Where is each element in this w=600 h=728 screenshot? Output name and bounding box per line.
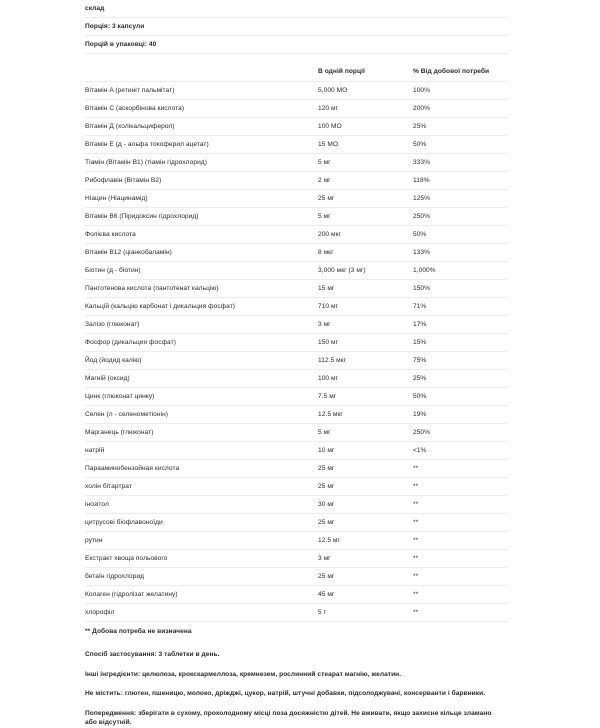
nutrient-name: Вітамін Д (холікальциферол) <box>85 123 175 130</box>
servings-spacer-dv <box>413 36 508 54</box>
nutrient-amount: 100 мг <box>318 375 339 382</box>
nutrient-daily-value: 75% <box>413 357 427 364</box>
nutrient-name: Рибофлавін (Вітамін B2) <box>85 177 162 184</box>
nutrient-name: натрій <box>85 447 105 454</box>
table-row <box>85 388 508 406</box>
nutrient-name: Йод (йодид калію) <box>85 357 142 364</box>
serving-size-spacer-dv <box>413 18 508 36</box>
free-from-text: Не містить: глютен, пшеницю, молоко, дріжджі, цукор, натрій, штучні добавки, підсолоджувачі, консерванти і барвники. <box>85 690 486 697</box>
nutrient-amount: 3,000 мкг (3 мг) <box>318 267 366 274</box>
notes-section <box>85 650 505 728</box>
table-row <box>85 118 508 136</box>
other-ingredients-text: Інші інгредієнти: целюлоза, крокскармеллоза, кремнезем, рослинний стеарат магнію, желатин. <box>85 670 402 678</box>
nutrient-name: Пантотенова кислота (пантотенат кальцію) <box>85 285 219 292</box>
nutrient-amount: 100 МО <box>318 123 342 130</box>
nutrient-name: Марганець (глюконат) <box>85 429 154 436</box>
column-header-name <box>85 58 318 82</box>
nutrient-amount: 710 мг <box>318 303 339 310</box>
nutrient-name: Ніацин (Ніацинамід) <box>85 195 148 202</box>
nutrient-name: Фосфор (дикальция фосфат) <box>85 339 176 346</box>
column-header-amount: В одній порції <box>318 68 365 75</box>
table-row <box>85 100 508 118</box>
table-row-footnote <box>85 622 508 642</box>
table-row <box>85 244 508 262</box>
nutrient-daily-value: 133% <box>413 249 431 256</box>
nutrient-amount: 150 мг <box>318 339 339 346</box>
nutrient-amount: 3 мг <box>318 321 331 328</box>
serving-size-label: Порція: 3 капсули <box>85 23 145 30</box>
table-row <box>85 334 508 352</box>
table-row-serving-size <box>85 18 508 36</box>
table-row <box>85 604 508 622</box>
nutrient-name: Вітамін Е (д - альфа токоферил ацетат) <box>85 141 209 148</box>
table-row-servings-per-container <box>85 36 508 54</box>
nutrient-amount: 120 мг <box>318 105 339 112</box>
table-row <box>85 424 508 442</box>
nutrient-daily-value: ** <box>413 537 419 544</box>
table-row <box>85 586 508 604</box>
nutrient-amount: 30 мг <box>318 501 335 508</box>
nutrient-amount: 25 мг <box>318 573 335 580</box>
table-row <box>85 442 508 460</box>
nutrient-name: цитрусові біофлавоноїди <box>85 519 163 526</box>
nutrient-rows-body <box>85 82 508 622</box>
nutrient-amount: 3 мг <box>318 555 331 562</box>
nutrient-daily-value: 50% <box>413 231 427 238</box>
table-row <box>85 226 508 244</box>
supplement-facts-table <box>85 0 508 641</box>
table-row <box>85 478 508 496</box>
nutrient-name: Біотин (д - біотин) <box>85 267 141 274</box>
table-row <box>85 172 508 190</box>
nutrient-daily-value: 25% <box>413 123 427 130</box>
table-row <box>85 514 508 532</box>
nutrient-amount: 2 мг <box>318 177 331 184</box>
nutrient-daily-value: 125% <box>413 195 431 202</box>
nutrient-amount: 15 МО <box>318 141 339 148</box>
nutrient-amount: 112.5 мкг <box>318 357 347 364</box>
table-row <box>85 460 508 478</box>
nutrient-amount: 25 мг <box>318 465 335 472</box>
table-header-row <box>85 58 508 82</box>
nutrient-amount: 10 мг <box>318 447 335 454</box>
column-header-daily-value: % Від добової потреби <box>413 68 490 75</box>
nutrient-daily-value: ** <box>413 519 419 526</box>
table-row <box>85 262 508 280</box>
nutrient-daily-value: ** <box>413 483 419 490</box>
nutrient-name: Парааминобензойная кислота <box>85 465 180 472</box>
table-row <box>85 280 508 298</box>
nutrient-amount: 15 мг <box>318 285 335 292</box>
nutrient-name: Цинк (глюконат цинку) <box>85 393 155 400</box>
nutrient-name: хлорофіл <box>85 609 115 616</box>
nutrient-name: Вітамін A (ретиніт пальмітат) <box>85 87 175 94</box>
nutrient-amount: 5,000 МО <box>318 87 348 94</box>
nutrient-daily-value: 200% <box>413 105 431 112</box>
nutrient-amount: 25 мг <box>318 483 335 490</box>
nutrient-name: Вітамін C (аскорбінова кислота) <box>85 105 185 112</box>
nutrient-daily-value: 25% <box>413 375 427 382</box>
nutrient-name: Колаген (гідролізат желатину) <box>85 591 178 598</box>
nutrient-amount: 5 г <box>318 609 327 616</box>
table-row <box>85 190 508 208</box>
table-body <box>85 0 508 82</box>
nutrient-daily-value: 19% <box>413 411 427 418</box>
table-row <box>85 136 508 154</box>
nutrient-daily-value: 71% <box>413 303 427 310</box>
nutrient-name: бетаїн гідрохлорид <box>85 573 145 580</box>
nutrient-amount: 8 мкг <box>318 249 334 256</box>
nutrient-amount: 25 мг <box>318 519 335 526</box>
nutrient-name: рутин <box>85 537 103 544</box>
nutrient-name: Вітамін B12 (ціанкобаламін) <box>85 249 172 256</box>
nutrient-daily-value: 250% <box>413 429 431 436</box>
table-row <box>85 352 508 370</box>
table-row <box>85 406 508 424</box>
nutrient-daily-value: ** <box>413 573 419 580</box>
footnote-spacer-dv <box>413 622 508 642</box>
table-row <box>85 82 508 100</box>
nutrient-daily-value: 50% <box>413 393 427 400</box>
table-row <box>85 550 508 568</box>
warning-text: Попередження: зберігати в сухому, прохолодному місці поза досяжністю дітей. Не вживати, якщо захисне кільце зламано або відсутній. <box>85 709 492 726</box>
footnote-text: ** Добова потреба не визначена <box>85 628 192 635</box>
nutrient-daily-value: ** <box>413 591 419 598</box>
nutrient-amount: 25 мг <box>318 195 335 202</box>
table-row <box>85 496 508 514</box>
page-title: склад <box>85 5 105 12</box>
nutrient-daily-value: ** <box>413 555 419 562</box>
nutrient-name: Магній (оксид) <box>85 375 130 382</box>
nutrient-daily-value: ** <box>413 501 419 508</box>
nutrient-daily-value: ** <box>413 609 419 616</box>
nutrient-name: Кальцій (кальцію карбонат і дикальция фосфат) <box>85 303 236 310</box>
nutrient-daily-value: 15% <box>413 339 427 346</box>
table-row <box>85 532 508 550</box>
nutrient-name: Вітамін B6 (Піридоксин гідрохлорид) <box>85 213 199 220</box>
title-spacer-dv <box>413 0 508 18</box>
table-row <box>85 298 508 316</box>
nutrient-name: Залізо (глюконат) <box>85 321 140 328</box>
nutrient-daily-value: 150% <box>413 285 431 292</box>
nutrient-daily-value: 50% <box>413 141 427 148</box>
servings-per-container-label: Порцій в упаковці: 40 <box>85 41 157 48</box>
nutrient-amount: 5 мг <box>318 159 331 166</box>
nutrient-name: Селен (л - селенометіонін) <box>85 411 169 418</box>
nutrient-amount: 7.5 мг <box>318 393 337 400</box>
table-row <box>85 154 508 172</box>
nutrient-daily-value: ** <box>413 465 419 472</box>
nutrient-name: холін бітартрат <box>85 483 132 490</box>
title-spacer-amount <box>318 0 413 18</box>
nutrient-daily-value: 100% <box>413 87 431 94</box>
nutrient-name: Екстракт хвоща польового <box>85 555 168 562</box>
footnote-spacer-amount <box>318 622 413 642</box>
servings-spacer-amount <box>318 36 413 54</box>
nutrient-daily-value: 17% <box>413 321 427 328</box>
nutrient-name: Тіамін (Вітамін B1) (тіамін гідрохлорид) <box>85 159 207 166</box>
table-row <box>85 316 508 334</box>
nutrient-daily-value: 1,000% <box>413 267 436 274</box>
nutrient-amount: 12.5 мг <box>318 537 340 544</box>
nutrient-daily-value: <1% <box>413 447 427 454</box>
nutrient-amount: 45 мг <box>318 591 335 598</box>
directions-text: Спосіб застосування: 3 таблетки в день. <box>85 651 220 658</box>
table-row <box>85 370 508 388</box>
nutrient-name: інозітол <box>85 501 109 508</box>
nutrient-daily-value: 333% <box>413 159 431 166</box>
serving-size-spacer-amount <box>318 18 413 36</box>
nutrient-amount: 5 мг <box>318 213 331 220</box>
table-row <box>85 568 508 586</box>
nutrient-amount: 5 мг <box>318 429 331 436</box>
footnote-body <box>85 622 508 642</box>
nutrient-name: Фолієва кислота <box>85 231 136 238</box>
table-row <box>85 208 508 226</box>
nutrient-amount: 200 мкг <box>318 231 342 238</box>
nutrient-daily-value: 250% <box>413 213 431 220</box>
nutrient-daily-value: 118% <box>413 177 430 184</box>
table-row-title <box>85 0 508 18</box>
nutrient-amount: 12.5 мкг <box>318 411 343 418</box>
